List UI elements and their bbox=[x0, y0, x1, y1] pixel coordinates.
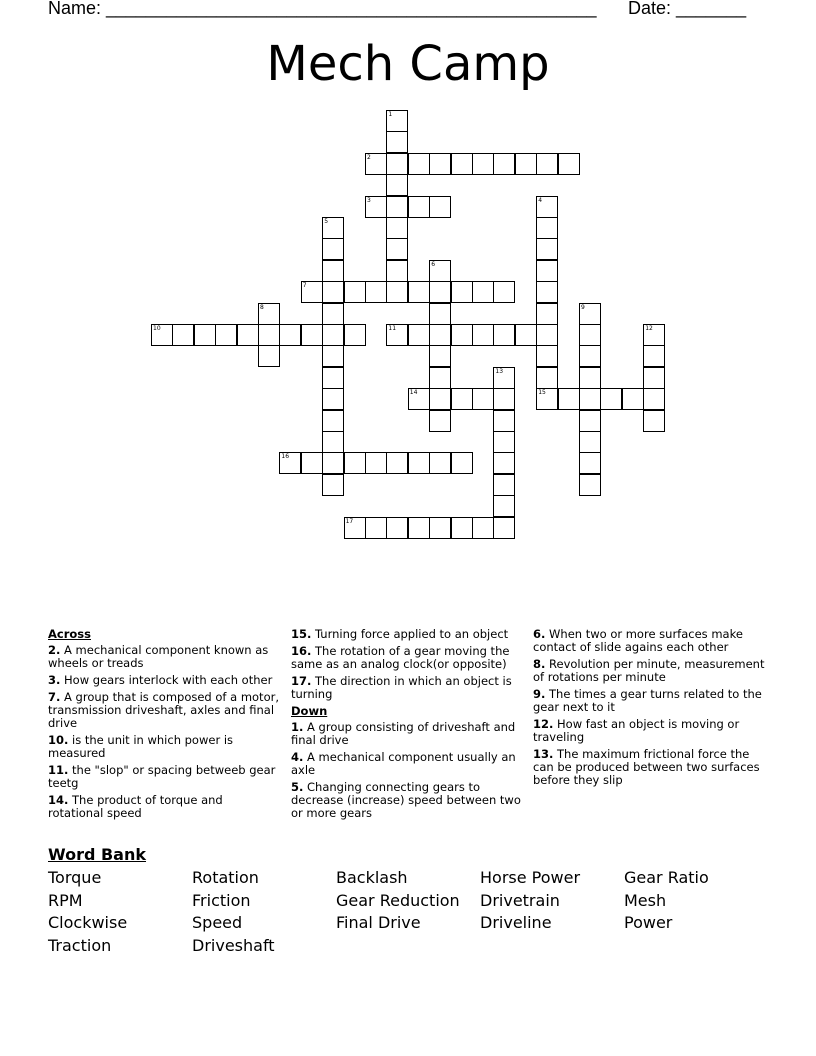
clue-text: The product of torque and rotational speed bbox=[48, 793, 223, 820]
crossword-cell[interactable] bbox=[429, 345, 451, 367]
clue-text: A mechanical component known as wheels or treads bbox=[48, 643, 269, 670]
crossword-cell[interactable] bbox=[515, 324, 537, 346]
crossword-cell[interactable] bbox=[451, 153, 473, 175]
crossword-cell[interactable] bbox=[408, 452, 430, 474]
crossword-cell[interactable] bbox=[386, 260, 408, 282]
crossword-cell[interactable] bbox=[536, 238, 558, 260]
clue-number: 12 bbox=[645, 325, 653, 332]
clue-text: The rotation of a gear moving the same as an analog clock(or opposite) bbox=[291, 644, 510, 671]
crossword-cell[interactable] bbox=[536, 217, 558, 239]
crossword-cell[interactable] bbox=[493, 281, 515, 303]
word-bank-item: Drivetrain bbox=[480, 890, 560, 910]
crossword-cell[interactable] bbox=[322, 388, 344, 410]
crossword-cell[interactable] bbox=[365, 281, 387, 303]
crossword-cell[interactable] bbox=[365, 452, 387, 474]
crossword-cell[interactable] bbox=[322, 303, 344, 325]
crossword-cell[interactable] bbox=[472, 281, 494, 303]
crossword-cell[interactable] bbox=[579, 345, 601, 367]
crossword-cell[interactable] bbox=[365, 153, 387, 175]
crossword-cell[interactable] bbox=[408, 517, 430, 539]
clue-number-label: 1. bbox=[291, 720, 304, 734]
clue-across bbox=[291, 645, 523, 671]
clue-text: The times a gear turns related to the gear next to it bbox=[533, 687, 762, 714]
crossword-cell[interactable] bbox=[237, 324, 259, 346]
clue-text: is the unit in which power is measured bbox=[48, 733, 234, 760]
clue-across bbox=[48, 691, 280, 730]
crossword-cell[interactable] bbox=[322, 345, 344, 367]
name-field-label[interactable]: Name: _________________________________________________ bbox=[48, 0, 597, 18]
word-bank-item: RPM bbox=[48, 890, 83, 910]
clue-across bbox=[48, 764, 280, 790]
crossword-cell[interactable] bbox=[194, 324, 216, 346]
crossword-cell[interactable] bbox=[451, 517, 473, 539]
clue-across bbox=[291, 628, 523, 641]
crossword-cell[interactable] bbox=[386, 196, 408, 218]
clue-text: the "slop" or spacing betweeb gear teetg bbox=[48, 763, 276, 790]
word-bank-item: Gear Ratio bbox=[624, 868, 709, 887]
page-title: Mech Camp bbox=[266, 36, 550, 92]
crossword-cell[interactable] bbox=[258, 324, 280, 346]
crossword-cell[interactable] bbox=[429, 153, 451, 175]
word-bank bbox=[48, 867, 768, 959]
clue-number: 6 bbox=[431, 260, 436, 268]
crossword-cell[interactable] bbox=[429, 196, 451, 218]
crossword-cell[interactable] bbox=[579, 452, 601, 474]
crossword-cell[interactable] bbox=[279, 324, 301, 346]
clue-down bbox=[291, 781, 523, 820]
clue-text: The direction in which an object is turning bbox=[291, 674, 512, 701]
crossword-cell[interactable] bbox=[408, 196, 430, 218]
crossword-cell[interactable] bbox=[322, 217, 344, 239]
word-bank-item: Driveshaft bbox=[192, 935, 275, 955]
crossword-cell[interactable] bbox=[429, 410, 451, 432]
crossword-cell[interactable] bbox=[322, 452, 344, 474]
crossword-cell[interactable] bbox=[536, 260, 558, 282]
crossword-cell[interactable] bbox=[429, 517, 451, 539]
crossword-cell[interactable] bbox=[579, 474, 601, 496]
crossword-cell[interactable] bbox=[322, 238, 344, 260]
clue-number-label: 9. bbox=[533, 687, 546, 701]
crossword-cell[interactable] bbox=[386, 281, 408, 303]
crossword-cell[interactable] bbox=[408, 281, 430, 303]
crossword-cell[interactable] bbox=[536, 196, 558, 218]
crossword-cell[interactable] bbox=[493, 388, 515, 410]
clue-number-label: 6. bbox=[533, 627, 546, 641]
clue-number-label: 13. bbox=[533, 747, 554, 761]
word-bank-item: Traction bbox=[48, 935, 112, 955]
crossword-cell[interactable] bbox=[493, 410, 515, 432]
clue-number-label: 11. bbox=[48, 763, 69, 777]
crossword-cell[interactable] bbox=[600, 388, 622, 410]
crossword-cell[interactable] bbox=[344, 517, 366, 539]
clue-heading: Across bbox=[48, 627, 91, 641]
clue-number: 16 bbox=[281, 453, 290, 461]
crossword-cell[interactable] bbox=[579, 388, 601, 410]
crossword-cell[interactable] bbox=[643, 324, 665, 346]
crossword-cell[interactable] bbox=[643, 345, 665, 367]
crossword-cell[interactable] bbox=[515, 153, 537, 175]
crossword-cell[interactable] bbox=[536, 281, 558, 303]
crossword-cell[interactable] bbox=[258, 303, 280, 325]
clue-down bbox=[533, 658, 765, 684]
clue-number-label: 2. bbox=[48, 643, 61, 657]
crossword-cell[interactable] bbox=[408, 153, 430, 175]
crossword-cell[interactable] bbox=[622, 388, 644, 410]
crossword-cell[interactable] bbox=[558, 388, 580, 410]
crossword-cell[interactable] bbox=[472, 517, 494, 539]
word-bank-item: Rotation bbox=[192, 868, 259, 887]
crossword-cell[interactable] bbox=[258, 345, 280, 367]
clue-text: How fast an object is moving or traveling bbox=[533, 717, 740, 744]
clue-number: 10 bbox=[153, 325, 161, 332]
crossword-cell[interactable] bbox=[472, 324, 494, 346]
clue-text: The maximum frictional force the can be produced between two surfaces before they slip bbox=[533, 747, 760, 787]
clue-number: 2 bbox=[367, 153, 371, 161]
clue-text: A group consisting of driveshaft and final drive bbox=[291, 720, 516, 747]
clue-down bbox=[291, 751, 523, 777]
crossword-cell[interactable] bbox=[536, 153, 558, 175]
crossword-cell[interactable] bbox=[386, 217, 408, 239]
clue-down bbox=[533, 718, 765, 744]
crossword-cell[interactable] bbox=[365, 196, 387, 218]
crossword-cell[interactable] bbox=[579, 324, 601, 346]
crossword-cell[interactable] bbox=[386, 153, 408, 175]
crossword-cell[interactable] bbox=[429, 281, 451, 303]
crossword-cell[interactable] bbox=[472, 153, 494, 175]
clue-heading: Down bbox=[291, 704, 328, 718]
word-bank-item: Final Drive bbox=[336, 913, 421, 933]
crossword-cell[interactable] bbox=[344, 281, 366, 303]
crossword-cell[interactable] bbox=[322, 281, 344, 303]
clue-number-label: 5. bbox=[291, 780, 304, 794]
clue-text: Turning force applied to an object bbox=[311, 627, 509, 641]
crossword-cell[interactable] bbox=[322, 410, 344, 432]
crossword-cell[interactable] bbox=[386, 174, 408, 196]
crossword-cell[interactable] bbox=[344, 452, 366, 474]
clue-column-3 bbox=[533, 628, 765, 791]
word-bank-item: Friction bbox=[192, 890, 251, 910]
clue-number: 4 bbox=[538, 196, 543, 204]
crossword-cell[interactable] bbox=[451, 452, 473, 474]
clue-across bbox=[291, 675, 523, 701]
crossword-cell[interactable] bbox=[279, 452, 301, 474]
date-field-label[interactable]: Date: _______ bbox=[628, 0, 747, 18]
clue-column-2 bbox=[291, 628, 523, 824]
crossword-cell[interactable] bbox=[151, 324, 173, 346]
crossword-cell[interactable] bbox=[493, 431, 515, 453]
crossword-cell[interactable] bbox=[322, 260, 344, 282]
clue-number: 11 bbox=[388, 325, 397, 332]
clue-text: How gears interlock with each other bbox=[60, 673, 273, 687]
clue-number: 1 bbox=[388, 111, 393, 118]
clue-down bbox=[533, 688, 765, 714]
crossword-cell[interactable] bbox=[579, 431, 601, 453]
crossword-cell[interactable] bbox=[536, 388, 558, 410]
clue-number-label: 17. bbox=[291, 674, 312, 688]
crossword-cell[interactable] bbox=[386, 452, 408, 474]
crossword-cell[interactable] bbox=[536, 324, 558, 346]
crossword-cell[interactable] bbox=[429, 367, 451, 389]
word-bank-item: Gear Reduction bbox=[336, 890, 460, 910]
clue-number: 8 bbox=[260, 303, 264, 311]
crossword-cell[interactable] bbox=[301, 281, 323, 303]
clue-number-label: 10. bbox=[48, 733, 69, 747]
crossword-cell[interactable] bbox=[643, 367, 665, 389]
crossword-cell[interactable] bbox=[493, 495, 515, 517]
clue-across bbox=[48, 644, 280, 670]
crossword-cell[interactable] bbox=[322, 431, 344, 453]
crossword-cell[interactable] bbox=[429, 260, 451, 282]
clue-column-1 bbox=[48, 628, 280, 824]
clue-number: 15 bbox=[538, 389, 546, 397]
crossword-cell[interactable] bbox=[493, 153, 515, 175]
crossword-cell[interactable] bbox=[408, 388, 430, 410]
clue-text: A mechanical component usually an axle bbox=[291, 750, 516, 777]
clue-number-label: 8. bbox=[533, 657, 546, 671]
crossword-cell[interactable] bbox=[493, 452, 515, 474]
crossword-cell[interactable] bbox=[301, 324, 323, 346]
crossword-cell[interactable] bbox=[386, 517, 408, 539]
clue-number-label: 15. bbox=[291, 627, 312, 641]
crossword-cell[interactable] bbox=[451, 324, 473, 346]
crossword-cell[interactable] bbox=[429, 452, 451, 474]
crossword-cell[interactable] bbox=[301, 452, 323, 474]
clue-number: 3 bbox=[367, 196, 371, 204]
crossword-cell[interactable] bbox=[536, 303, 558, 325]
crossword-cell[interactable] bbox=[215, 324, 237, 346]
crossword-cell[interactable] bbox=[386, 238, 408, 260]
crossword-cell[interactable] bbox=[472, 388, 494, 410]
crossword-cell[interactable] bbox=[579, 410, 601, 432]
crossword-cell[interactable] bbox=[558, 153, 580, 175]
word-bank-item: Horse Power bbox=[480, 868, 581, 887]
clue-number-label: 14. bbox=[48, 793, 69, 807]
word-bank-item: Power bbox=[624, 913, 673, 933]
clue-number: 9 bbox=[581, 303, 585, 311]
crossword-cell[interactable] bbox=[493, 517, 515, 539]
crossword-cell[interactable] bbox=[344, 324, 366, 346]
clue-across bbox=[48, 734, 280, 760]
crossword-cell[interactable] bbox=[493, 367, 515, 389]
crossword-cell[interactable] bbox=[536, 345, 558, 367]
crossword-cell[interactable] bbox=[493, 474, 515, 496]
crossword-cell[interactable] bbox=[322, 324, 344, 346]
clue-number: 5 bbox=[324, 218, 329, 225]
crossword-cell[interactable] bbox=[172, 324, 194, 346]
clue-text: When two or more surfaces make contact of slide agains each other bbox=[533, 627, 743, 654]
word-bank-item: Mesh bbox=[624, 890, 667, 910]
crossword-cell[interactable] bbox=[643, 410, 665, 432]
crossword-cell[interactable] bbox=[579, 367, 601, 389]
crossword-cell[interactable] bbox=[365, 517, 387, 539]
clue-down bbox=[533, 748, 765, 787]
crossword-cell[interactable] bbox=[451, 281, 473, 303]
crossword-cell[interactable] bbox=[493, 324, 515, 346]
clue-number-label: 12. bbox=[533, 717, 554, 731]
clue-number: 13 bbox=[495, 367, 504, 375]
crossword-cell[interactable] bbox=[429, 388, 451, 410]
word-bank-item: Speed bbox=[192, 913, 243, 933]
word-bank-item: Driveline bbox=[480, 913, 552, 933]
clue-across bbox=[48, 794, 280, 820]
crossword-cell[interactable] bbox=[386, 131, 408, 153]
word-bank-item: Clockwise bbox=[48, 913, 128, 933]
crossword-cell[interactable] bbox=[643, 388, 665, 410]
clue-across bbox=[48, 674, 280, 687]
crossword-cell[interactable] bbox=[386, 110, 408, 132]
clue-number-label: 16. bbox=[291, 644, 312, 658]
clue-number: 17 bbox=[345, 517, 354, 525]
clue-number: 7 bbox=[302, 282, 307, 290]
crossword-cell[interactable] bbox=[579, 303, 601, 325]
clue-down bbox=[533, 628, 765, 654]
clue-number-label: 3. bbox=[48, 673, 61, 687]
word-bank-item: Torque bbox=[48, 868, 102, 887]
clue-text: Changing connecting gears to decrease (increase) speed between two or more gears bbox=[291, 780, 521, 820]
crossword-cell[interactable] bbox=[322, 367, 344, 389]
crossword-cell[interactable] bbox=[322, 474, 344, 496]
crossword-cell[interactable] bbox=[536, 367, 558, 389]
crossword-cell[interactable] bbox=[451, 388, 473, 410]
clue-number-label: 4. bbox=[291, 750, 304, 764]
clue-text: A group that is composed of a motor, transmission driveshaft, axles and final drive bbox=[48, 690, 279, 730]
crossword-cell[interactable] bbox=[429, 324, 451, 346]
clue-text: Revolution per minute, measurement of rotations per minute bbox=[533, 657, 765, 684]
clue-down bbox=[291, 721, 523, 747]
word-bank-title: Word Bank bbox=[48, 845, 147, 864]
clue-number: 14 bbox=[409, 389, 418, 397]
crossword-cell[interactable] bbox=[429, 303, 451, 325]
crossword-cell[interactable] bbox=[408, 324, 430, 346]
clue-number-label: 7. bbox=[48, 690, 61, 704]
crossword-cell[interactable] bbox=[386, 324, 408, 346]
word-bank-item: Backlash bbox=[336, 868, 408, 887]
